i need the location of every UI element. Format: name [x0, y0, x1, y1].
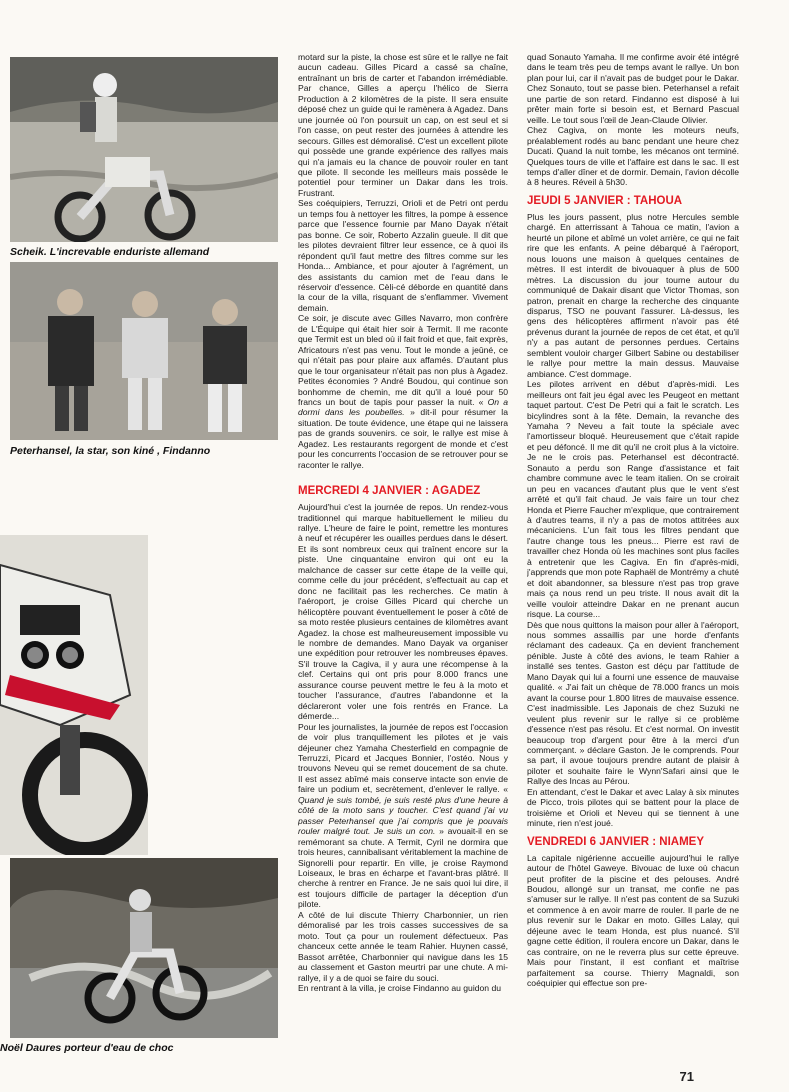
- paragraph: Ce soir, je discute avec Gilles Navarro, mon confrère de L'Équipe qui était hier soir à Termit. Il me raconte que Termit est un bled où il fait froid et que, fait exprès, Africatours n'est pas venu. Tout le monde a jeûné, ce qui n'était pas pour plaire aux affamés. D'autant plus que le tour organisateur n'était pas non plus à Agadez. Petites économies ? André Boudou, qui continue son bonhomme de chemin, me dit qu'il a loué pour 50 francs un bout de tapis pour passer la nuit. « On a dormi dans les poubelles. » dit-il pour résumer la situation. De toute évidence, une étape qui ne laissera pas de grands souvenirs. ce soir, le rallye est mise à Agadez. Les restaurants regorgent de monde et c'est pour les concurrents l'occasion de se retrouver pour se raconter le rallye.: [298, 313, 508, 470]
- paragraph: A côté de lui discute Thierry Charbonnier, un rien démoralisé par les trois casses successives de sa moto. Tout ça pour un roulement défectueux. Pas chanceux cette année le team Rahier. Huynen cassé, Bassot arrêtée, Charbonnier qui navigue dans les 15 au classement et Gaston meurtri par une chute. A mi-rallye, il y a de quoi se faire du souci.: [298, 909, 508, 983]
- photo-bike-front: [0, 535, 148, 855]
- paragraph: Les pilotes arrivent en début d'après-midi. Les meilleurs ont fait jeu égal avec les Peugeot en mettant taquet partout. C'est De Petri qui a fait le scratch. Les bicylindres sont à la fête. Demain, la revanche des Yamaha ? Neveu a fait toute la spéciale avec l'amortisseur bloqué. Heureusement que c'était rapide et peu défoncé. Il me dit qu'il ne croit plus à la victoire. Je ne le crois pas. Peterhansel est décontracté. Sonauto a perdu son Range d'assistance et fait chambre commune avec le team italien. On se croirait un peu en vacances d'autant plus que le vent s'est arrêté et qu'il fait chaud. Je vais faire un tour chez Honda et Pierre Faucher m'explique, que contrairement à d'autres teams, il n'y a pas de motos attitrées aux mécaniciens. L'un fait tous les filtres pendant que l'autre change tous les pneus... Pierre est ravi de travailler chez Honda où les machines sont plus faciles à entretenir que les Cagiva. En fin d'après-midi, j'apprends que mon pote Raphaël de Montrémy a chuté et doit abandonner, sa blessure n'est pas trop grave mais ça nous rend un peu triste. Il nous avait dit la veille vouloir atteindre Dakar en ne prenant aucun risque. La course...: [527, 379, 739, 620]
- photo-rider-desert: [10, 57, 278, 242]
- section-heading-niamey: VENDREDI 6 JANVIER : NIAMEY: [527, 835, 705, 848]
- paragraph: Ses coéquipiers, Terruzzi, Orioli et de Petri ont perdu un temps fou à nettoyer les filtres, la pompe à essence parce que l'essence fournie par Mano Dayak n'était pas bonne. Ce soir, Roberto Azzalin gueule. Il dit que les pilotes devraient filtrer leur essence, ce à quoi ils répondent qu'il faut mettre des filtres comme sur les Honda... Ambiance, et pour ajouter à l'agrément, un des assistants du camion met de l'eau dans le réservoir d'essence. Cèli-cé déborde en quantité dans la cour de la villa, risquant de s'enflammer. Vivement demain.: [298, 198, 508, 313]
- section-heading-tahoua: JEUDI 5 JANVIER : TAHOUA: [527, 194, 683, 207]
- text-column-middle: [298, 52, 508, 1062]
- paragraph: La capitale nigérienne accueille aujourd'hui le rallye autour de l'hôtel Gaweye. Bivouac de luxe où chacun peut profiter de la piscine et des pelouses. André Boudou, allongé sur un transat, me confie ne pas s'amuser sur le rallye. Il n'est pas content de sa Suzuki et commence à en avoir marre de rouler. Il parle de ne plus revenir sur le Dakar en moto. Gilles Lalay, qui déjeune avec le team Honda, est plus nuancé. S'il gagne cette édition, il roulera encore un Dakar, dans le cas contraire, on ne le reverra plus sur cette épreuve. Mais pour l'instant, il est confiant et maîtrise parfaitement sa course. Thierry Magnaldi, son coéquipier qui effectue son pre-: [527, 852, 739, 989]
- caption-photo-1: Scheik. L'increvable enduriste allemand: [10, 246, 210, 258]
- photo-three-people: [10, 262, 278, 440]
- paragraph: Plus les jours passent, plus notre Hercules semble chargé. En atterrissant à Tahoua ce matin, l'avion a heurté un pilone et abîmé un volet arrière, ce qui ne fait rire que les enfants. A peine débarqué à l'aéroport, nous louons une maison à quelques centaines de mètres. Il est interdit de bivouaquer à plus de 500 mètres. La discussion du jour tourne autour du communiqué de Dakair disant que Victor Thomas, son patron, prenait en charge la recherche des cinquante disparus, TSO ne pouvant l'assurer. Là-dessus, les gens des hélicoptères affirment n'avoir pas été prévenus durant la journée de repos de cet état, et qu'il n'y a pas autant de personnes perdues. Certains semblent vouloir charger Gilbert Sabine ou destabiliser le rallye pour mettre la main dessus. Mauvaise ambiance. C'est dommage.: [527, 211, 739, 379]
- paragraph: En rentrant à la villa, je croise Findanno au guidon du: [298, 982, 502, 993]
- paragraph: motard sur la piste, la chose est sûre et le rallye ne fait aucun cadeau. Gilles Picard a cassé sa chaîne, entraînant un bris de carter et l'abandon irrémédiable. Par chance, Gilles a aperçu l'hélico de Sierra Production à 2 kilomètres de la piste. Il sera ensuite déposé chez un guide qui le ramènera à Agadez. Dans une journée où l'on poursuit un cap, on est seul et si l'on casse, on peut rester des journées à attendre les secours. Gilles est démoralisé. C'est un excellent pilote qui possède une grande expérience des rallyes mais qui n'a jamais eu la chance de pouvoir rouler en tant que pilote. Il seconde les meilleurs mais possède le potentiel pour terminer un Dakar dans les trois. Frustrant.: [298, 52, 508, 198]
- paragraph: quad Sonauto Yamaha. Il me confirme avoir été intégré dans le team très peu de temps avant le rallye. Un bon plan pour lui, car il n'avait pas de budget pour le Dakar. Chez Sonauto, tout se passe bien. Peterhansel a refait une partie de son retard. Findanno est disposé à lui prêter main forte si besoin est, et Bernard Pascual veille. Le tout sous l'œil de Jean-Claude Olivier.: [527, 52, 739, 125]
- photo-water-crossing: [10, 858, 278, 1038]
- caption-photo-2: Peterhansel, la star, son kiné , Findanno: [10, 445, 211, 457]
- paragraph: Pour les journalistes, la journée de repos est l'occasion de voir plus tranquillement les pilotes et je vais déjeuner chez Yamaha Chesterfield en compagnie de Terruzzi, Picard et Jacques Bonnier, l'ostéo. Nous y trouvons Neveu qui se remet doucement de sa chute. Il est assez abîmé mais conserve intacte son envie de faire un podium et, secrètement, d'enlever le rallye. « Quand je suis tombé, je suis resté plus d'une heure à côté de la moto sans y toucher. C'est quand j'ai vu passer Peterhansel que j'ai compris que je pouvais rouler malgré tout. Je suis un con. » avouait-il en se remémorant sa chute. A Termit, Cyril ne dormira que trois heures, cannibalisant véritablement la machine de Signorelli pour repartir. En ville, je croise Raymond Loiseaux, le bras en écharpe et l'avant-bras plâtré. Il cherche à rentrer en France. Je ne sais quoi lui dire, il est toujours difficile de partager la déception d'un pilote.: [298, 721, 508, 910]
- caption-photo-3: Noël Daures porteur d'eau de choc: [0, 1042, 174, 1054]
- text-column-right: [527, 52, 739, 1062]
- paragraph: Chez Cagiva, on monte les moteurs neufs, préalablement rodés au banc pendant une heure chez Ducati. Quand la nuit tombe, les mécanos ont terminé. Quelques tours de ville et l'affaire est dans le sac. Il est temps d'aller dîner et de dormir. Demain, l'avion décolle à 8 heures. Réveil à 5h30.: [527, 125, 739, 188]
- page-number: 71: [679, 1069, 694, 1084]
- paragraph: Aujourd'hui c'est la journée de repos. Un rendez-vous traditionnel qui marque habituellement le milieu du rallye. L'heure de faire le point, remettre les montures à neuf et récupérer les ouailles perdues dans le désert. Et ils sont nombreux ceux qui traînent encore sur la piste. Une cinquantaine environ qui ont eu la malchance de casser sur cette étape de la veille qui, comme celle du jour précédent, s'effectuait au cap et donc ne facilitait pas les recherches. Ce matin à l'aéroport, je croise Gilles Picard qui cherche un hélicoptère pouvant éventuellement le poser à côté de sa moto restée plusieurs centaines de kilomètres avant Agadez. la chose est malheureusement impossible vu le nombre de demandes. Mano Dayak va organiser une expédition pour retrouver les nombreuses épaves. S'il trouve la Cagiva, il y aura une récompense à la clef. Certains qui ont pris pour 8.000 francs une assurance course peuvent mettre le feu à la moto et toucher l'assurance, d'autres l'abandonne et la déclareront voler une fois rentrés en France. La démerde...: [298, 502, 508, 722]
- paragraph: Dès que nous quittons la maison pour aller à l'aéroport, nous sommes assaillis par une horde d'enfants réclamant des cadeaux. Ça en devient franchement pénible. Juste à côté des avions, le team Rahier a installé ses tentes. Gaston est déçu par l'attitude de Mano Dayak qui lui a fourni une essence de mauvaise qualité. « J'ai fait un chèque de 78.000 francs un mois avant la course pour 1.800 litres de mauvaise essence. C'est inadmissible. Les Japonais de chez Suzuki ne veulent plus revenir sur le rallye si ce problème d'essence n'est pas résolu. Et c'est normal. On investit beaucoup trop d'argent pour être à la merci d'un commerçant. » déclare Gaston. Je le comprends. Pour sa part, il avoue toujours prendre autant de plaisir à piloter et souhaite faire le Wynn'Safari ainsi que le Rallye des Incas au Pérou.: [527, 619, 739, 787]
- section-heading-agadez: MERCREDI 4 JANVIER : AGADEZ: [298, 485, 481, 498]
- paragraph: En attendant, c'est le Dakar et avec Lalay à six minutes de Picco, trois pilotes qui se battent pour la place de troisième et Orioli et Neveu qui se tiennent à une minute, rien n'est joué.: [527, 786, 739, 829]
